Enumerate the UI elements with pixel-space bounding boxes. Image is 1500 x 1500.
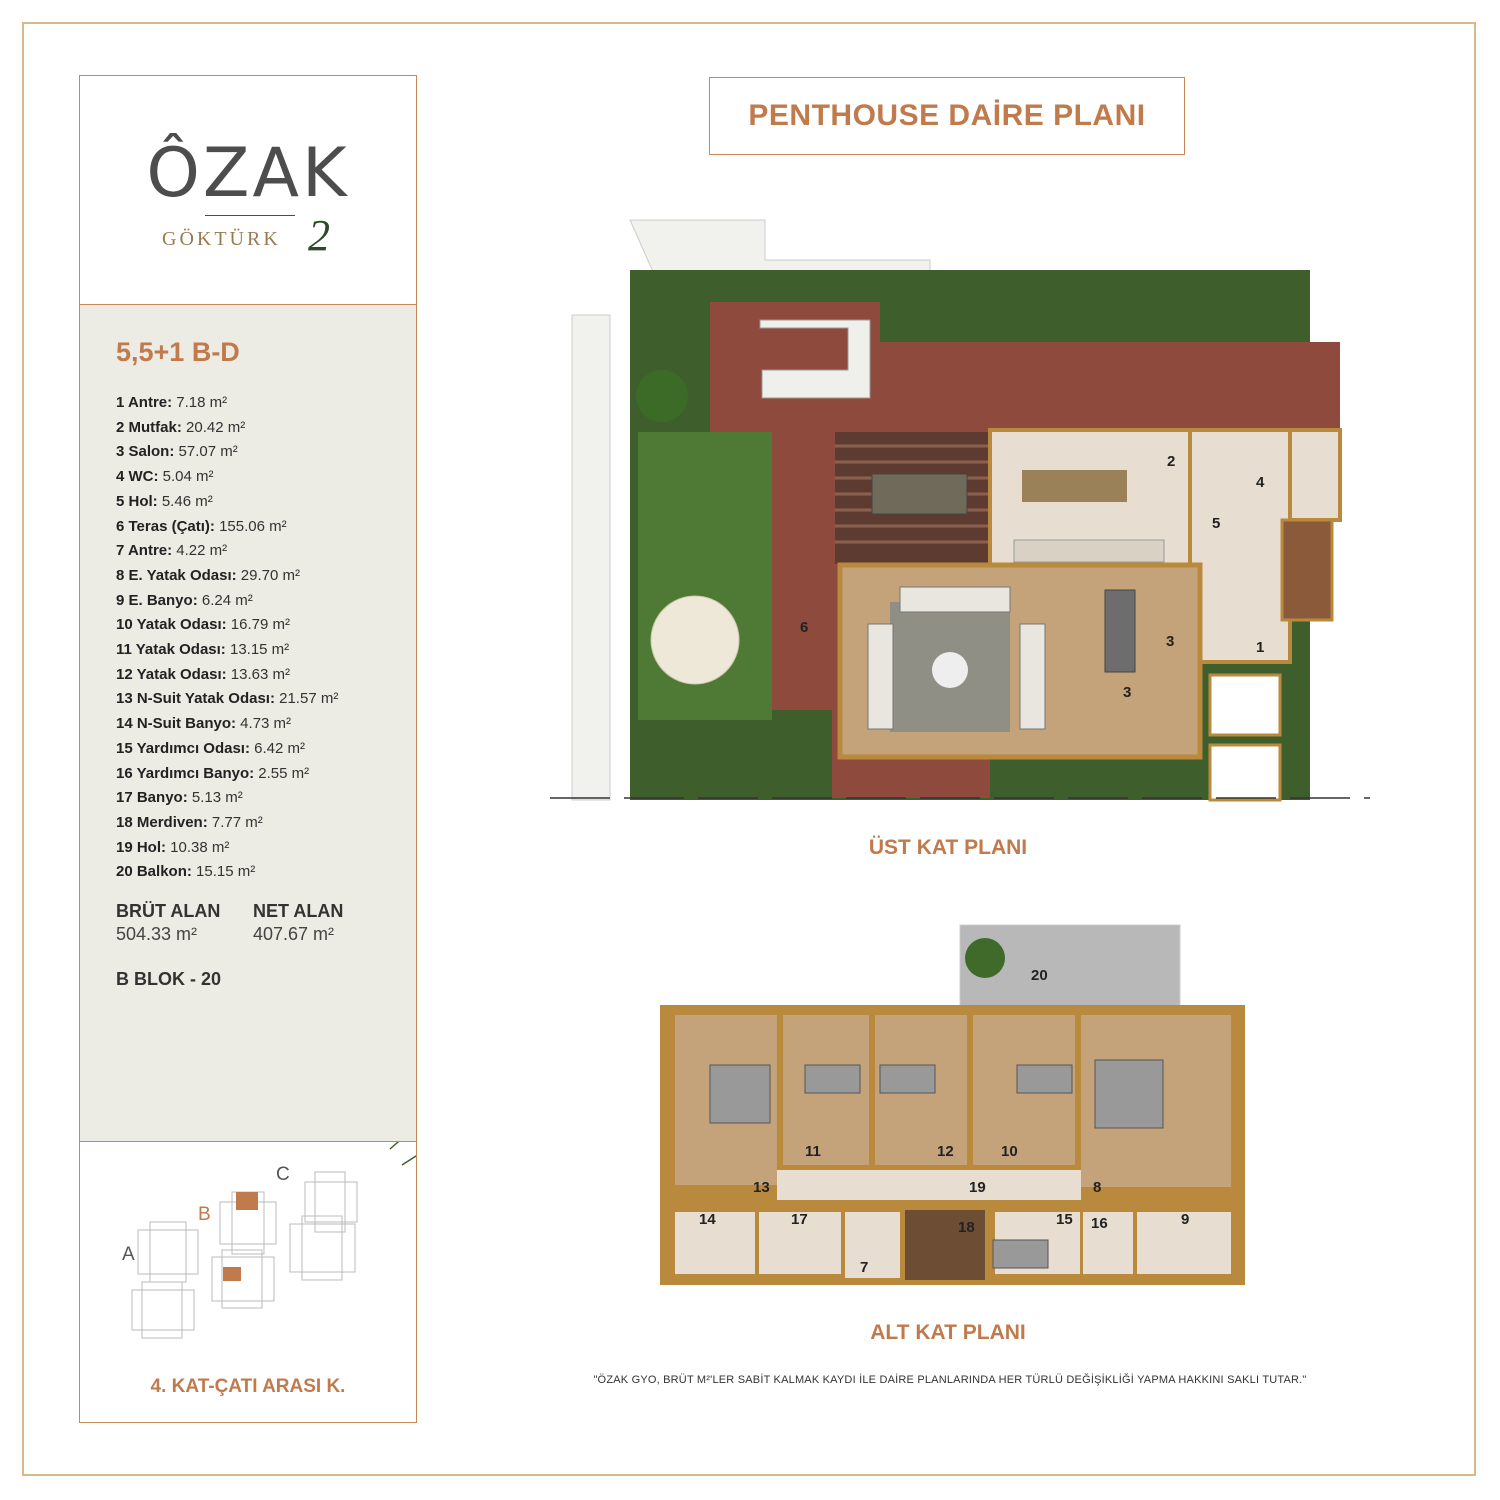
room-number: 3: [1166, 633, 1175, 650]
room-number: 5: [1212, 515, 1221, 532]
room-list-item: [116, 564, 338, 589]
room-label: 18 Merdiven:: [116, 813, 208, 831]
room-area: 10.38 m²: [166, 838, 230, 856]
logo: [80, 76, 416, 305]
room-list-item: [116, 638, 338, 663]
page-title-box: [709, 77, 1185, 155]
room-list-item: [116, 737, 338, 762]
room-area: 5.46 m²: [157, 492, 213, 510]
lower-plan-label: ALT KAT PLANI: [870, 1321, 1026, 1344]
room-label: 3 Salon:: [116, 443, 175, 461]
room-list-item: [116, 589, 338, 614]
room-list-item: [116, 762, 338, 787]
room-number: 10: [1001, 1143, 1018, 1160]
net-area-label: NET ALAN: [253, 901, 344, 921]
disclaimer: "ÖZAK GYO, BRÜT M²'LER SABİT KALMAK KAYDI İLE DAİRE PLANLARINDA HER TÜRLÜ DEĞİŞİKLİĞİ YAPMA HAKKINI SAKLI TUTAR.": [593, 1374, 1307, 1386]
tree-icon: [636, 370, 688, 422]
room-number: 17: [791, 1211, 808, 1228]
room-list-item: [116, 613, 338, 638]
floor-label: 4. KAT-ÇATI ARASI K.: [150, 1376, 346, 1397]
room-area: 6.42 m²: [249, 739, 305, 757]
room-list-item: [116, 391, 338, 416]
room-area: 29.70 m²: [236, 566, 300, 584]
room-number: 6: [800, 619, 809, 636]
room-area: 21.57 m²: [274, 690, 339, 708]
room-number: 19: [969, 1179, 986, 1196]
room-number: 2: [1167, 453, 1176, 470]
room-label: 17 Banyo:: [116, 789, 188, 807]
room-number: 15: [1056, 1211, 1073, 1228]
entry-area: [845, 1212, 900, 1278]
block-label-a: A: [122, 1244, 135, 1265]
room-list-item: [116, 836, 338, 861]
upper-plan-label: ÜST KAT PLANI: [868, 836, 1028, 859]
room-number: 14: [699, 1211, 716, 1228]
room-list-item: [116, 539, 338, 564]
page-title: PENTHOUSE DAİRE PLANI: [748, 99, 1146, 132]
stair-area: [1282, 520, 1332, 620]
room-area: 20.42 m²: [181, 418, 246, 436]
unit-type: 5,5+1 B-D: [116, 337, 240, 367]
room-area: 57.07 m²: [174, 443, 238, 461]
room-list-item: [116, 416, 338, 441]
room-label: 4 WC:: [116, 468, 159, 486]
room-list-item: [116, 712, 338, 737]
room-label: 1 Antre:: [116, 394, 173, 411]
room-number: 1: [1256, 639, 1265, 656]
roof-parapet: [572, 315, 610, 800]
net-area: [253, 901, 343, 945]
block-label: B BLOK - 20: [116, 969, 222, 989]
room-label: 13 N-Suit Yatak Odası:: [116, 690, 275, 708]
room-label: 9 E. Banyo:: [116, 591, 198, 609]
room-list-item: [116, 490, 338, 515]
room-number: 11: [805, 1143, 821, 1160]
room-label: 16 Yardımcı Banyo:: [116, 764, 255, 782]
logo-subtitle: GÖKTÜRK: [162, 228, 281, 250]
room-list-item: [116, 440, 338, 465]
gross-area-label: BRÜT ALAN: [116, 901, 221, 921]
room-number: 9: [1181, 1211, 1190, 1228]
room-list-item: [116, 811, 338, 836]
lower-floor-plan: [655, 920, 1250, 1290]
logo-number: 2: [308, 211, 330, 260]
gross-area: [116, 901, 220, 945]
room-label: 19 Hol:: [116, 838, 167, 856]
room-number: 4: [1256, 474, 1265, 491]
room-area: 5.04 m²: [158, 468, 214, 486]
pine-branch-icon: [380, 1142, 416, 1237]
room-area: 5.13 m²: [187, 789, 243, 807]
room-label: 12 Yatak Odası:: [116, 665, 227, 683]
hall-area: [1190, 430, 1290, 662]
room-area: 6.24 m²: [197, 591, 253, 609]
kitchen-area: [990, 430, 1190, 565]
room-area: 155.06 m²: [214, 517, 287, 535]
room-area: 16.79 m²: [226, 616, 290, 634]
room-area: 13.15 m²: [225, 641, 290, 659]
room-list-item: [116, 860, 338, 885]
key-plan: [80, 1142, 416, 1422]
room-number: 12: [937, 1143, 954, 1160]
room-number: 8: [1093, 1179, 1102, 1196]
wc-area: [1290, 430, 1340, 520]
room-number: 18: [958, 1219, 975, 1236]
plant-icon: [965, 938, 1005, 978]
service-room: [1210, 675, 1280, 735]
room-area: 4.22 m²: [172, 542, 228, 560]
room-label: 10 Yatak Odası:: [116, 616, 227, 634]
room-area: 15.15 m²: [191, 863, 256, 881]
room-list: [116, 391, 338, 885]
room-list-item: [116, 786, 338, 811]
room-number: 13: [753, 1179, 770, 1196]
room-area: 2.55 m²: [254, 764, 310, 782]
room-number: 3: [1123, 684, 1132, 701]
umbrella-icon: [651, 596, 739, 684]
unit-info-panel: [80, 305, 416, 1142]
room-list-item: [116, 465, 338, 490]
room-number: 20: [1031, 967, 1048, 984]
room-label: 11 Yatak Odası:: [116, 641, 226, 659]
room-area: 7.77 m²: [207, 813, 263, 831]
logo-wordmark: ÔZAK: [146, 134, 350, 213]
block-label-c: C: [276, 1164, 290, 1185]
room-label: 5 Hol:: [116, 492, 158, 510]
room-area: 7.18 m²: [172, 394, 228, 411]
block-outline: [132, 1250, 274, 1338]
room-label: 6 Teras (Çatı):: [116, 517, 215, 535]
room-label: 20 Balkon:: [116, 863, 192, 881]
living-room-area: [840, 565, 1200, 757]
room-label: 15 Yardımcı Odası:: [116, 739, 250, 757]
room-label: 7 Antre:: [116, 542, 173, 560]
service-room: [1210, 745, 1280, 800]
block-b-outline: [220, 1192, 276, 1254]
room-number: 16: [1091, 1215, 1108, 1232]
corridor: [777, 1170, 1081, 1200]
key-plan-drawing: [80, 1142, 416, 1372]
room-list-item: [116, 515, 338, 540]
block-c-outline: [305, 1172, 357, 1232]
room-list-item: [116, 663, 338, 688]
room-label: 2 Mutfak:: [116, 418, 182, 436]
pergola-deck: [835, 432, 990, 564]
net-area-value: 407.67 m²: [253, 924, 335, 944]
logo-divider: [205, 215, 295, 216]
room-number: 7: [860, 1259, 869, 1276]
block-label-b: B: [198, 1204, 211, 1225]
room-label: 14 N-Suit Banyo:: [116, 715, 237, 733]
room-label: 8 E. Yatak Odası:: [116, 566, 237, 584]
room-area: 13.63 m²: [226, 665, 290, 683]
upper-floor-plan: [550, 210, 1370, 810]
block-a-outline: [138, 1222, 198, 1282]
room-list-item: [116, 687, 338, 712]
room-area: 4.73 m²: [236, 715, 292, 733]
sidebar: [79, 75, 417, 1423]
gross-area-value: 504.33 m²: [116, 924, 198, 944]
